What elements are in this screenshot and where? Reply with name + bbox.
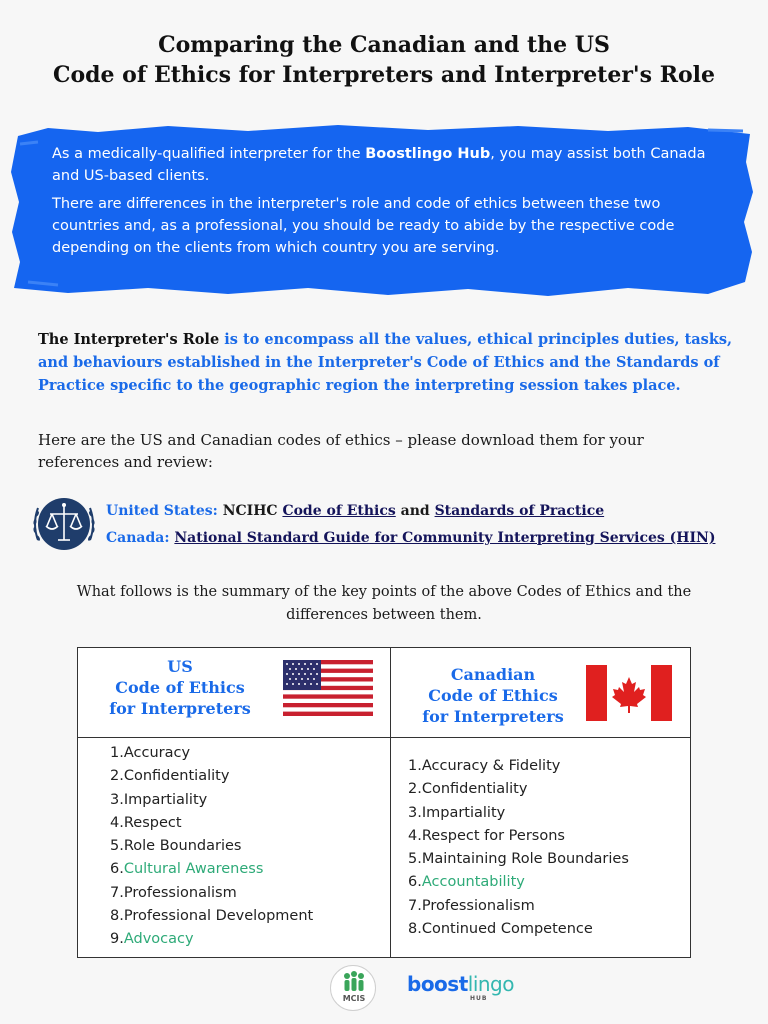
us-item-label: Confidentiality [123, 768, 230, 785]
ca-item [408, 871, 629, 894]
us-column-header [100, 656, 260, 719]
us-header-line: Code of Ethics [115, 678, 245, 697]
us-item-number: 4. [110, 814, 124, 831]
us-item [110, 835, 313, 858]
us-header-line: US [167, 657, 193, 676]
ca-item [408, 825, 629, 848]
role-lead: The Interpreter's Role [38, 331, 220, 348]
lingo-wordmark: lingo [467, 972, 514, 996]
ca-item-label: Confidentiality [421, 781, 528, 798]
canada-ethics-list [408, 755, 629, 941]
ca-item-label: Professionalism [421, 897, 535, 914]
us-item-label: Impartiality [123, 791, 208, 808]
us-item-label: Professionalism [123, 884, 237, 901]
us-item-label: Role Boundaries [123, 838, 242, 855]
intro-text [52, 143, 712, 265]
title-line-2: Code of Ethics for Interpreters and Interpreter's Role [52, 62, 716, 88]
mcis-logo-text: MCIS [342, 994, 366, 1003]
title-line-1: Comparing the Canadian and the US [158, 32, 610, 58]
us-item-number: 6. [110, 861, 124, 878]
ca-item-number: 3. [408, 804, 422, 821]
canada-header-line: Canadian [450, 665, 536, 684]
ca-item-label: Continued Competence [421, 921, 593, 938]
us-item-label: Advocacy [123, 931, 194, 948]
us-ethics-list [110, 742, 313, 952]
us-item [110, 789, 313, 812]
canada-flag-icon [586, 665, 672, 721]
us-item [110, 858, 313, 881]
us-flag-icon [283, 660, 373, 716]
us-item-number: 1. [110, 745, 124, 761]
boost-wordmark: boost [407, 972, 468, 996]
us-and: and [395, 503, 435, 519]
us-item-number: 5. [110, 838, 124, 855]
us-item [110, 742, 313, 765]
ca-item [408, 848, 629, 871]
us-code-of-ethics-link[interactable]: Code of Ethics [282, 503, 396, 519]
comparison-table [77, 647, 691, 958]
hub-wordmark: HUB [470, 995, 488, 1002]
us-item-label: Accuracy [123, 745, 191, 761]
ca-item-number: 5. [408, 851, 422, 868]
role-description: is to encompass all the values, ethical principles duties, tasks, and behaviours established in the Interpreter's Code of Ethics and the Standards of Practice specific to the geographic region the interpreting session takes place. [38, 331, 733, 394]
us-item-number: 2. [110, 768, 124, 785]
canada-header-line: for Interpreters [422, 707, 564, 726]
us-item [110, 812, 313, 835]
us-item [110, 905, 313, 928]
ca-item-number: 6. [408, 874, 422, 891]
us-org: NCIHC [217, 503, 283, 519]
ca-item-number: 4. [408, 827, 422, 844]
ca-item [408, 895, 629, 918]
boostlingo-logo-icon [407, 972, 514, 996]
codes-intro-text: Here are the US and Canadian codes of ethics – please download them for your references and review: [38, 431, 644, 471]
ca-item-label: Respect for Persons [421, 827, 565, 844]
canada-label: Canada: [106, 530, 170, 546]
us-links-row [106, 498, 766, 525]
canada-column-header [408, 664, 578, 727]
ca-item [408, 778, 629, 801]
ca-item [408, 755, 629, 778]
us-item-label: Respect [123, 814, 182, 831]
us-item-number: 7. [110, 884, 124, 901]
canada-links-row [106, 525, 766, 552]
ca-item-label: Impartiality [421, 804, 506, 821]
canada-national-standard-link[interactable]: National Standard Guide for Community Interpreting Services (HIN) [174, 530, 716, 546]
us-item-number: 3. [110, 791, 124, 808]
us-item-number: 9. [110, 931, 124, 948]
summary-text: What follows is the summary of the key points of the above Codes of Ethics and the differences between them. [76, 584, 692, 623]
us-item [110, 765, 313, 788]
us-item [110, 928, 313, 951]
ca-item-number: 8. [408, 921, 422, 938]
us-item-label: Professional Development [123, 908, 314, 925]
us-header-line: for Interpreters [109, 699, 251, 718]
mcis-logo-icon [330, 965, 376, 1011]
interpreter-role-paragraph [38, 328, 733, 397]
canada-header-line: Code of Ethics [428, 686, 558, 705]
us-standards-of-practice-link[interactable]: Standards of Practice [434, 503, 605, 519]
header-divider [78, 737, 690, 738]
us-item-number: 8. [110, 908, 124, 925]
us-item-label: Cultural Awareness [123, 861, 264, 878]
ca-item-number: 2. [408, 781, 422, 798]
intro-text-part: , you may assist both Canada and US-based clients. [52, 146, 706, 184]
boostlingo-hub-emphasis: Boostlingo Hub [365, 146, 491, 162]
us-item [110, 882, 313, 905]
ca-item [408, 802, 629, 825]
ca-item-number: 1. [408, 758, 422, 774]
ca-item-label: Accountability [421, 874, 525, 891]
page-title [0, 30, 768, 90]
ca-item [408, 918, 629, 941]
intro-text-part: As a medically-qualified interpreter for the [52, 146, 366, 162]
ca-item-label: Maintaining Role Boundaries [421, 851, 629, 868]
codes-links [106, 498, 766, 552]
ca-item-label: Accuracy & Fidelity [421, 758, 561, 774]
us-label: United States: [106, 503, 218, 519]
intro-paragraph-1 [52, 143, 712, 187]
scales-of-justice-seal-icon [28, 488, 100, 560]
ca-item-number: 7. [408, 897, 422, 914]
intro-paragraph-2: There are differences in the interpreter's role and code of ethics between these two countries and, as a professional, you should be ready to abide by the respective code depending on the clients from which country you are serving. [52, 196, 675, 256]
column-divider [390, 648, 391, 957]
